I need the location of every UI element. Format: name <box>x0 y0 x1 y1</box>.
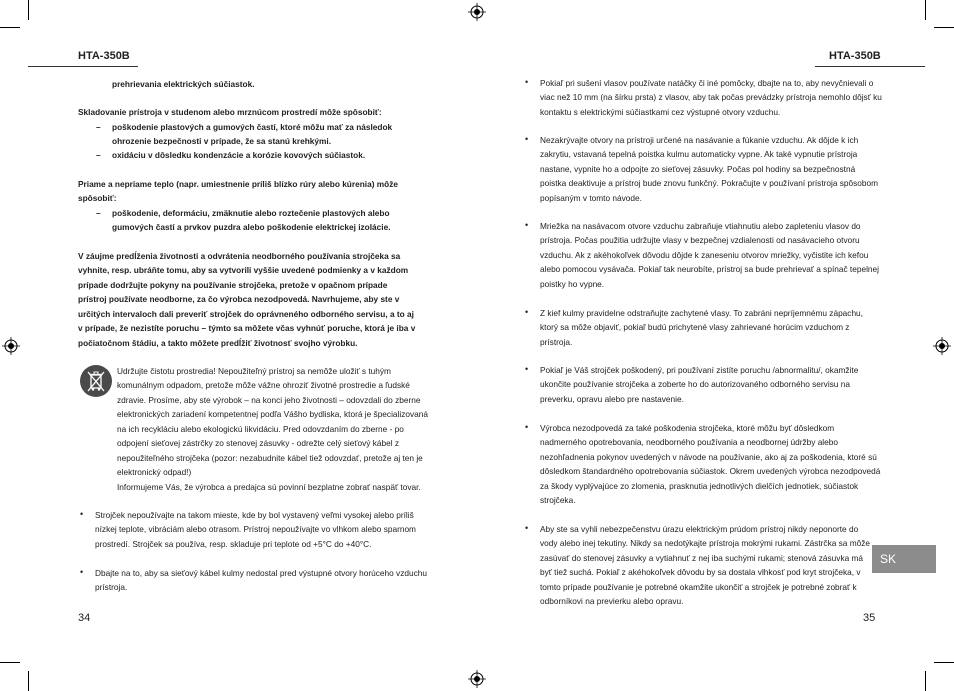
page-number: 34 <box>78 612 91 624</box>
bullet-marker: • <box>525 364 529 374</box>
right-page <box>477 0 954 691</box>
header-rule <box>28 66 138 67</box>
bullet-line: dôsledkom štandardného opotrebovania súčiastok. Okrem uvedených výrobca nezodpovedá <box>540 466 881 476</box>
paragraph-line: prístroj používate neodborne, za čo výrobca nezodpovedá. Navrhujeme, aby ste v <box>78 294 400 304</box>
bullet-line: byť tiež suchá. Pokiaľ z akéhokoľvek dôvodu by sa dostala vlhkosť pod kryt strojčeka, v <box>540 567 861 577</box>
bullet-line: zakrytiu, vstavaná tepelná poistka kulmu automaticky vypne. Ak také vypnutie prístroja <box>540 149 858 159</box>
environment-line: na ich recykláciu alebo ekologickú likvidáciu. Pred odovzdaním do zberne - po <box>117 424 404 434</box>
bullet-line: ukončite používanie strojčeka a zoberte ho do autorizovaného odborného servisu na <box>540 379 850 389</box>
dash-item: ohrozenie bezpečnosti v prípade, že sa stanú krehkými. <box>112 136 332 146</box>
environment-line: Informujeme Vás, že výrobca a predajca sú povinní bezplatne zobrať naspäť tovar. <box>117 482 421 492</box>
bullet-line: nezohľadnenia pokynov uvedených v návode na používanie, ako aj za poškodenia, ktoré sú <box>540 452 877 462</box>
bullet-line: Strojček nepoužívajte na takom mieste, kde by bol vystavený veľmi vysokej alebo príliš <box>95 510 414 520</box>
bullet-line: tomto prípade používanie je potrebné okamžite ukončiť a strojček je potrebné zobrať k <box>540 582 857 592</box>
bullet-line: Z kief kulmy pravidelne odstraňujte zachytené vlasy. To zabráni nepríjemnému zápachu, <box>540 308 863 318</box>
bullet-line: Pokiaľ je Váš strojček poškodený, pri používaní zistíte poruchu /abnormalitu/, okamžite <box>540 365 859 375</box>
paragraph-line: vyhnite, resp. ubráňte tomu, aby sa vytvorili vyššie uvedené podmienky a v každom <box>78 265 409 275</box>
bullet-marker: • <box>525 307 529 317</box>
bullet-line: strojčeka. <box>540 495 576 505</box>
paragraph-heading: Skladovanie prístroja v studenom alebo mrznúcom prostredí môže spôsobiť: <box>78 107 382 117</box>
model-header: HTA-350B <box>829 50 881 62</box>
bullet-line: alebo pomocou vysávača. Pokiaľ tak neurobíte, prístroj sa bude prehrievať a spínač tepelnej <box>540 264 879 274</box>
language-tab: SK <box>872 545 936 573</box>
header-rule <box>815 66 925 67</box>
paragraph-heading: Priame a nepriame teplo (napr. umiestnenie príliš blízko rúry alebo kúrenia) môže <box>78 179 398 189</box>
bullet-line: poistka deaktivuje a prístroj bude znovu funkčný. Pokračujte v používaní prístroja spôsobom <box>540 178 879 188</box>
bullet-line: Pokiaľ pri sušení vlasov používate natáčky či iné pomôcky, dbajte na to, aby nevyčnievali o <box>540 78 874 88</box>
paragraph: prehrievania elektrických súčiastok. <box>112 79 255 89</box>
dash-marker: – <box>96 150 101 160</box>
paragraph-line: V záujme predĺženia životnosti a odvrátenia neodborného používania strojčeka sa <box>78 251 401 261</box>
bullet-marker: • <box>80 509 84 519</box>
bullet-marker: • <box>525 77 529 87</box>
bullet-marker: • <box>525 422 529 432</box>
bullet-line: prostredí. Strojček sa používa, resp. skladuje pri teplote od +5°C do +40°C. <box>95 539 372 549</box>
dash-marker: – <box>96 122 101 132</box>
dash-item: poškodenie, deformáciu, zmäknutie alebo roztečenie plastových alebo <box>112 208 390 218</box>
environment-line: elektronických zariadení kompetentnej podľa Vášho bydliska, ktorá je špecializovaná <box>117 409 428 419</box>
environment-line: Udržujte čistotu prostredia! Nepoužiteľný prístroj sa nemôže uložiť s tuhým <box>117 366 391 376</box>
environment-line: zdravie. Prosíme, aby ste výrobok – na konci jeho životnosti – odovzdali do zberne <box>117 395 421 405</box>
bullet-line: popísaným v tomto návode. <box>540 193 642 203</box>
bullet-line: preverku, opravu alebo pre nastavenie. <box>540 394 684 404</box>
dash-item: oxidáciu v dôsledku kondenzácie a korózie kovových súčiastok. <box>112 150 366 160</box>
bullet-line: vzduchu. Ak z akéhokoľvek dôvodu dôjde k zaneseniu otvorov mriežky, vyčistite ich kefou <box>540 250 869 260</box>
page-number: 35 <box>863 612 876 624</box>
recycle-bin-icon <box>80 365 112 397</box>
bullet-line: Mriežka na nasávacom otvore vzduchu zabraňuje vtiahnutiu alebo zapleteniu vlasov do <box>540 221 861 231</box>
bullet-line: za škody vyplývajúce zo zlomenia, prasknutia jednotlivých dielčích jednotiek, súčiastok <box>540 481 859 491</box>
bullet-line: zasúvať do stenovej zásuvky a vytiahnuť z nej iba suchými rukami; stenová zásuvka má <box>540 553 864 563</box>
bullet-line: prístroja. Počas použitia udržujte vlasy v bezpečnej vzdialenosti od nasávacieho otvoru <box>540 235 860 245</box>
bullet-line: Nezakrývajte otvory na prístroji určené na nasávanie a fúkanie vzduchu. Ak dôjde k ich <box>540 135 859 145</box>
dash-item: poškodenie plastových a gumových častí, ktoré môžu mať za následok <box>112 122 393 132</box>
environment-line: elektronický odpad!) <box>117 467 192 477</box>
dash-item: gumových častí a prvkov puzdra alebo poškodenie elektrickej izolácie. <box>112 222 391 232</box>
model-header: HTA-350B <box>78 50 130 62</box>
bullet-line: prístroja. <box>540 337 573 347</box>
paragraph-line: v prípade, že nezistíte poruchu – týmto sa môžete včas vyhnúť poruche, ktorá je iba v <box>78 323 416 333</box>
bullet-line: vody alebo inej tekutiny. Nikdy sa nedotýkajte prístroja mokrými rukami. Zástrčka sa môže <box>540 538 871 548</box>
bullet-line: nadmerného opotrebovania, neodborného používania a neodbornej údržby alebo <box>540 437 838 447</box>
bullet-line: kontaktu s elektrickými súčiastkami cez výstupné otvory vzduchu. <box>540 107 781 117</box>
bullet-line: viac než 10 mm (na šírku prsta) z vlasov, aby tak počas prevádzky prístroja nemohlo dôjsť ku <box>540 92 882 102</box>
bullet-line: ktorý sa môže objaviť, pokiaľ budú prichytené vlasy zahrievané horúcim vzduchom z <box>540 322 850 332</box>
paragraph-line: počiatočnom štádiu, a takto môžete predĺžiť životnosť svojho výrobku. <box>78 338 358 348</box>
environment-line: komunálnym odpadom, pretože môže vážne ohroziť životné prostredie a ľudské <box>117 380 410 390</box>
environment-line: odpojení sieťovej zástrčky zo stenovej zásuvky - odrežte celý sieťový kábel z <box>117 438 399 448</box>
bullet-line: Aby ste sa vyhli nebezpečenstvu úrazu elektrickým prúdom prístroj nikdy neponorte do <box>540 524 859 534</box>
bullet-line: odborníkovi na previerku alebo opravu. <box>540 596 684 606</box>
paragraph-heading: spôsobiť: <box>78 193 117 203</box>
bullet-marker: • <box>525 220 529 230</box>
bullet-line: prístroja. <box>95 582 128 592</box>
bullet-marker: • <box>525 523 529 533</box>
bullet-line: Výrobca nezodpovedá za také poškodenia strojčeka, ktoré môžu byť dôsledkom <box>540 423 835 433</box>
bullet-line: poistky ho vypne. <box>540 279 605 289</box>
dash-marker: – <box>96 208 101 218</box>
bullet-line: nízkej teplote, vibráciám alebo otrasom. Prístroj nepoužívajte vo vlhkom alebo sparnom <box>95 524 416 534</box>
bullet-marker: • <box>525 134 529 144</box>
bullet-line: Dbajte na to, aby sa sieťový kábel kulmy nedostal pred výstupné otvory horúceho vzduchu <box>95 568 427 578</box>
environment-line: nepoužiteľného strojčeka (pozor: nezabudnite kábel tiež odovzdať, pretože aj ten je <box>117 453 423 463</box>
paragraph-line: určitých intervaloch dali preveriť strojček do oprávneného odborného servisu, a to aj <box>78 309 414 319</box>
bullet-line: nastane, vypnite ho a odpojte zo sieťovej zásuvky. Počas pol hodiny sa bezpečnostná <box>540 164 856 174</box>
bullet-marker: • <box>80 567 84 577</box>
paragraph-line: prípade dodržujte pokyny na používanie strojčeka, pretože v opačnom prípade <box>78 280 388 290</box>
